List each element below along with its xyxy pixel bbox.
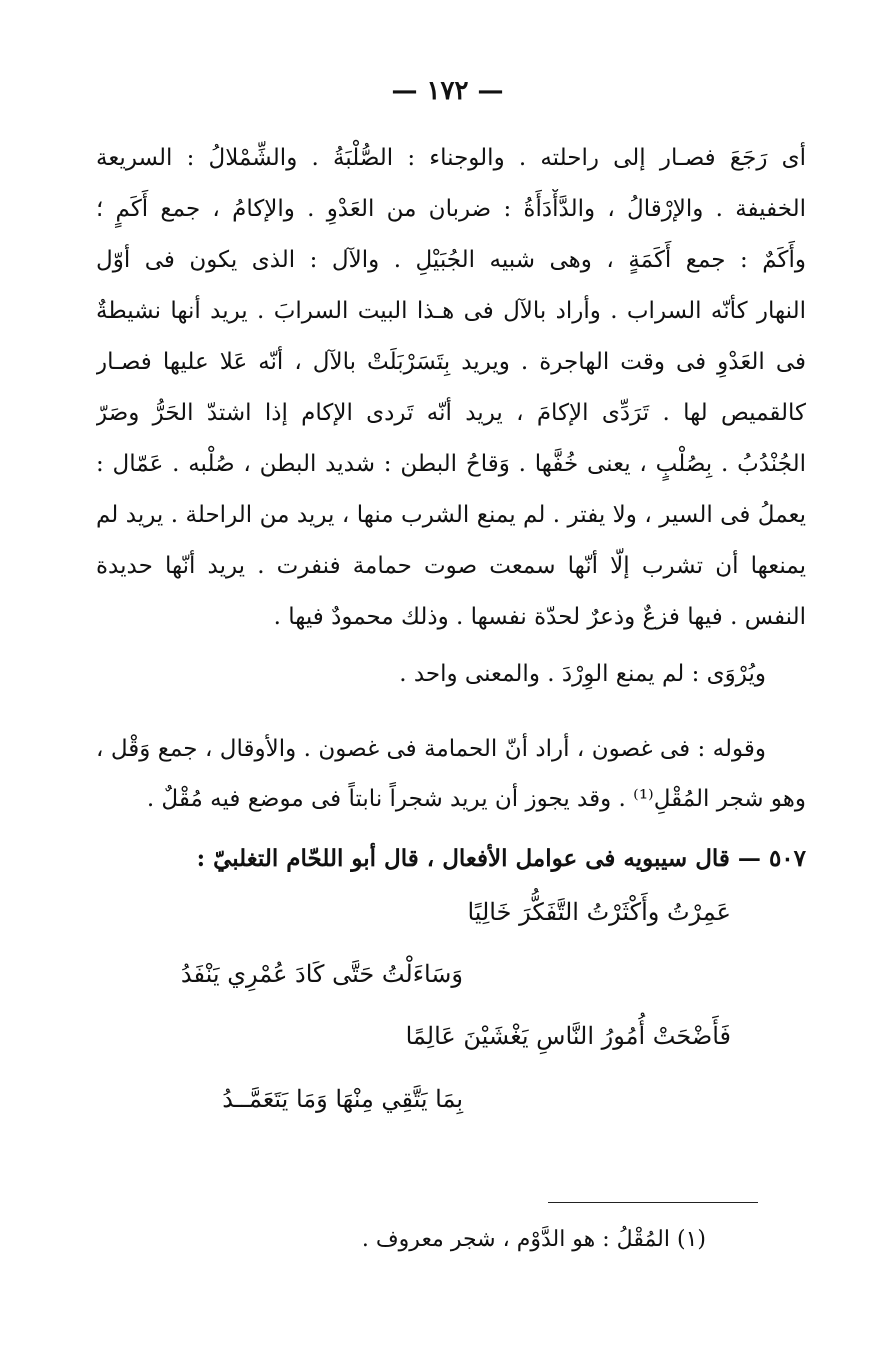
footnote-separator [548,1202,758,1203]
paragraph-1-line-10: النفس . فيها فزعٌ وذعرٌ لحدّة نفسها . وذلك محمودٌ فيها . [273,604,806,630]
page-number: — ١٧٢ — [391,76,504,106]
footnote: (١) المُقْلُ : هو الدَّوْم ، شجر معروف . [361,1227,706,1252]
paragraph-1-line-5: فى العَدْوِ فى وقت الهاجرة . ويريد بِتَسَرْبَلَتْ بالآل ، أنّه عَلا عليها فصـار [96,349,806,375]
paragraph-1-line-2: الخفيفة . والإرْقالُ ، والدَّأْدَأَةُ : ضربان من العَدْوِ . والإكامُ ، جمع أَكَمٍ ؛ [96,196,806,222]
verse-line-4: بِمَا يَتَّقِي مِنْهَا وَمَا يَتَعَمَّــدُ [222,1085,463,1113]
paragraph-1-line-6: كالقميص لها . تَرَدِّى الإكامَ ، يريد أنّه تَردى الإكام إذا اشتدّ الحَرُّ وصَرّ [96,400,806,426]
paragraph-3-line-1: وقوله : فى غصون ، أراد أنّ الحمامة فى غصون . والأوقال ، جمع وَقْل ، [96,736,766,762]
paragraph-1-line-3: وأَكَمٌ : جمع أَكَمَةٍ ، وهى شبيه الجُبَيْلِ . والآل : الذى يكون فى أوّل [96,247,806,273]
verse-line-3: فَأَضْحَتْ أُمُورُ النَّاسِ يَغْشَيْنَ عَالِمًا [405,1022,731,1050]
paragraph-1-line-4: النهار كأنّه السراب . وأراد بالآل فى هـذا البيت السرابَ . يريد أنها نشيطةٌ [96,298,806,324]
paragraph-1-line-8: يعملُ فى السير ، ولا يفتر . لم يمنع الشرب منها ، يريد من الراحلة . يريد لم [96,502,806,528]
verse-line-2: وَسَاءَلْتُ حَتَّى كَادَ عُمْرِي يَنْفَدُ [180,960,463,988]
verse-line-1: عَمِرْتُ وأَكْثَرْتُ التَّفَكُّرَ خَالِيًا [467,898,731,926]
paragraph-1-line-1: أى رَجَعَ فصـار إلى راحلته . والوجناء : الصُّلْبَةُ . والشِّمْلالُ : السريعة [96,145,806,171]
paragraph-1-line-9: يمنعها أن تشرب إلّا أنّها سمعت صوت حمامة فنفرت . يريد أنّها حديدة [96,553,806,579]
paragraph-2: ويُرْوَى : لم يمنع الوِرْدَ . والمعنى واحد . [399,661,766,687]
paragraph-3-line-2: وهو شجر المُقْلِ⁽¹⁾ . وقد يجوز أن يريد شجراً نابتاً فى موضع فيه مُقْلٌ . [146,786,806,812]
paragraph-1-line-7: الجُنْدُبُ . بِصُلْبٍ ، يعنى خُفَّها . وَقاحُ البطن : شديد البطن ، صُلْبه . عَمّال : [96,451,806,477]
entry-heading: ٥٠٧ — قال سيبويه فى عوامل الأفعال ، قال أبو اللحّام التغلبيّ : [196,845,806,872]
